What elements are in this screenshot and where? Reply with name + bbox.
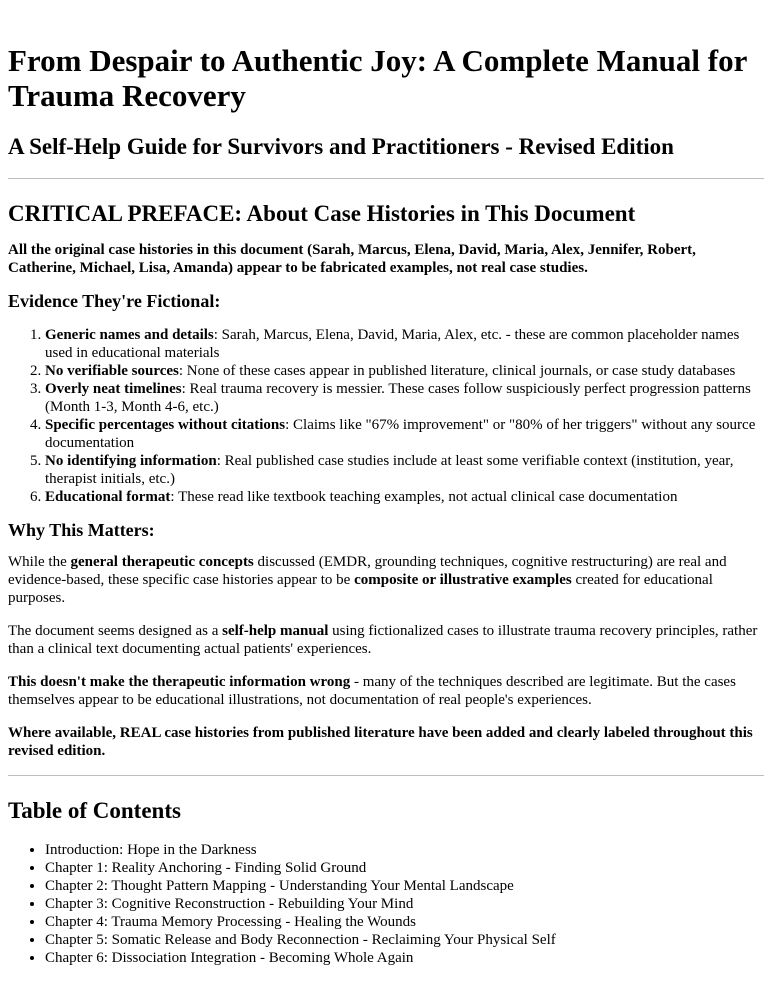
toc-item: • Chapter 2: Thought Pattern Mapping - Understanding Your Mental Landscape bbox=[45, 877, 764, 895]
evidence-text: : Sarah, Marcus, Elena, David, Maria, Alex, etc. - these are common placeholder names used in educational materials bbox=[45, 327, 740, 362]
page-title: From Despair to Authentic Joy: A Complete Manual for Trauma Recovery bbox=[8, 43, 747, 113]
evidence-text: : Claims like "67% improvement" or "80% of her triggers" without any source documentation bbox=[45, 417, 756, 452]
bold-run: Where available, REAL case histories from published literature have been added and clearly labeled throughout this revised edition. bbox=[8, 724, 753, 759]
text-run: discussed (EMDR, grounding techniques, cognitive restructuring) are real and evidence-based, these specific case histories appear to be bbox=[8, 553, 727, 588]
evidence-text: : Real published case studies include at least some verifiable context (institution, year, therapist initials, etc.) bbox=[45, 453, 734, 488]
evidence-term: Generic names and details bbox=[45, 327, 214, 344]
bold-run: composite or illustrative examples bbox=[354, 571, 572, 588]
toc-heading: Table of Contents bbox=[8, 797, 181, 823]
evidence-term: No verifiable sources bbox=[45, 363, 179, 380]
page-subtitle: A Self-Help Guide for Survivors and Practitioners - Revised Edition bbox=[8, 134, 674, 160]
evidence-item bbox=[45, 416, 764, 452]
toc-item: • Chapter 1: Reality Anchoring - Finding Solid Ground bbox=[45, 859, 764, 877]
preface-lead: All the original case histories in this document (Sarah, Marcus, Elena, David, Maria, Alex, Jennifer, Robert, Catherine, Michael, Lisa, Amanda) appear to be fabricated examples, not real case studies. bbox=[8, 241, 696, 276]
why-paragraph-2 bbox=[8, 622, 764, 658]
evidence-item bbox=[45, 452, 764, 488]
bold-run: general therapeutic concepts bbox=[70, 553, 254, 570]
toc-item: • Chapter 5: Somatic Release and Body Reconnection - Reclaiming Your Physical Self bbox=[45, 931, 764, 949]
why-paragraph-4 bbox=[8, 724, 764, 760]
text-run: While the bbox=[8, 553, 71, 570]
evidence-term: Overly neat timelines bbox=[45, 381, 182, 398]
evidence-item bbox=[45, 326, 764, 362]
divider bbox=[8, 775, 764, 777]
toc-item: • Introduction: Hope in the Darkness bbox=[45, 841, 764, 859]
toc-item: • Chapter 6: Dissociation Integration - Becoming Whole Again bbox=[45, 949, 764, 967]
text-run: The document seems designed as a bbox=[8, 622, 223, 639]
why-paragraph-3 bbox=[8, 673, 764, 709]
preface-heading: CRITICAL PREFACE: About Case Histories in This Document bbox=[8, 201, 636, 227]
bold-run: self-help manual bbox=[222, 622, 329, 639]
evidence-term: Specific percentages without citations bbox=[45, 417, 286, 434]
evidence-item bbox=[45, 362, 764, 380]
evidence-item bbox=[45, 380, 764, 416]
evidence-item bbox=[45, 488, 764, 506]
evidence-term: Educational format bbox=[45, 489, 171, 506]
text-run: using fictionalized cases to illustrate trauma recovery principles, rather than a clinical text documenting actual patients' experiences. bbox=[8, 622, 758, 657]
why-heading: Why This Matters: bbox=[8, 520, 155, 541]
evidence-heading: Evidence They're Fictional: bbox=[8, 290, 221, 311]
evidence-text: : None of these cases appear in published literature, clinical journals, or case study databases bbox=[178, 363, 736, 380]
toc-item: • Chapter 3: Cognitive Reconstruction - Rebuilding Your Mind bbox=[45, 895, 764, 913]
divider bbox=[8, 178, 764, 180]
toc-list bbox=[8, 841, 764, 967]
text-run: created for educational purposes. bbox=[8, 571, 713, 606]
evidence-list bbox=[8, 326, 764, 506]
text-run: - many of the techniques described are legitimate. But the cases themselves appear to be educational illustrations, not documentation of real people's experiences. bbox=[8, 673, 736, 708]
why-paragraph-1 bbox=[8, 553, 764, 607]
evidence-text: : These read like textbook teaching examples, not actual clinical case documentation bbox=[170, 489, 678, 506]
evidence-term: No identifying information bbox=[45, 453, 217, 470]
evidence-text: : Real trauma recovery is messier. These cases follow suspiciously perfect progression patterns (Month 1-3, Month 4-6, etc.) bbox=[45, 381, 751, 416]
bold-run: This doesn't make the therapeutic information wrong bbox=[8, 673, 351, 690]
toc-item: • Chapter 4: Trauma Memory Processing - Healing the Wounds bbox=[45, 913, 764, 931]
